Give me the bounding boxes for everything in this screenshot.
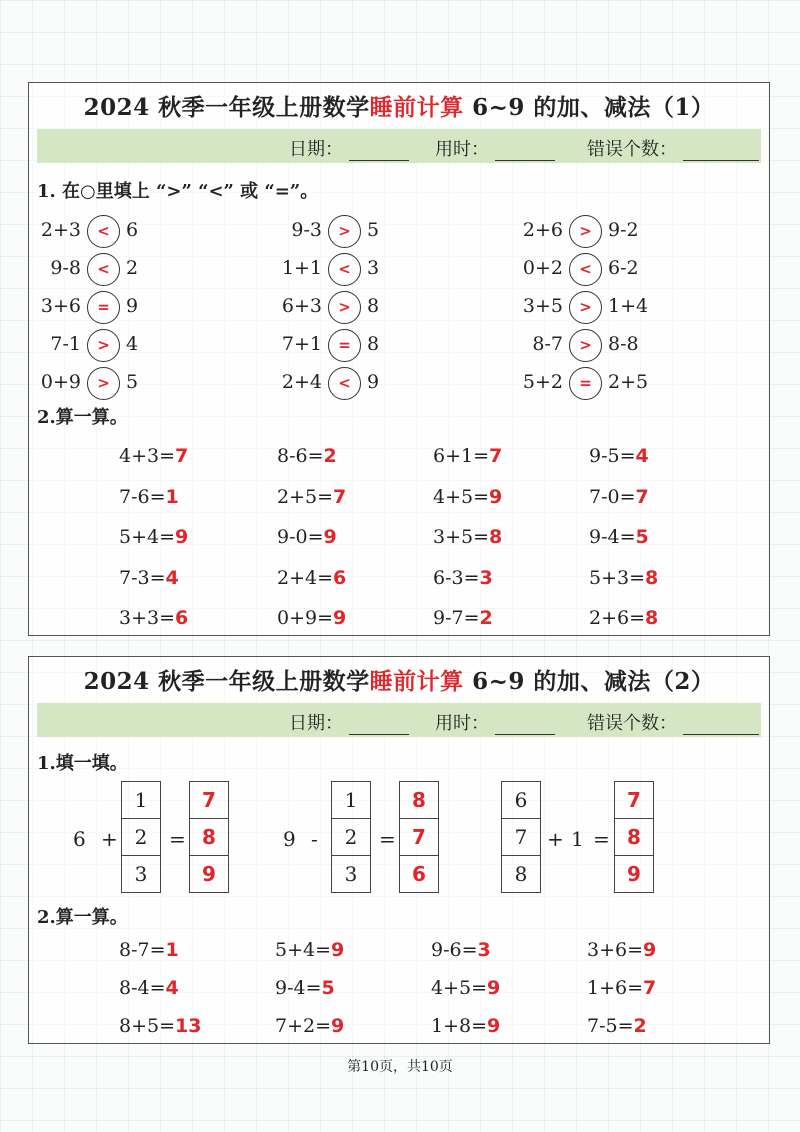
compare-left: 6+3 <box>281 295 322 317</box>
calc-question: 9-7= <box>433 607 480 629</box>
info-bar <box>37 129 761 163</box>
compare-left: 8-7 <box>532 333 563 355</box>
calc-answer[interactable]: 9 <box>331 1015 345 1037</box>
fill-cell[interactable]: 8 <box>190 819 228 856</box>
calc-item <box>277 486 346 508</box>
calc-item <box>277 445 337 467</box>
calc-answer[interactable]: 7 <box>489 445 503 467</box>
fill-cell[interactable]: 8 <box>514 862 528 886</box>
compare-circle[interactable]: > <box>569 291 602 324</box>
fill-cell[interactable]: 7 <box>190 782 228 819</box>
compare-left: 1+1 <box>281 257 322 279</box>
info-bar <box>37 703 761 737</box>
compare-item <box>519 251 639 285</box>
compare-right: 8-8 <box>608 333 639 355</box>
calc-item <box>119 567 179 589</box>
compare-right: 9 <box>126 295 139 317</box>
compare-item <box>37 289 138 323</box>
calc-question: 1+6= <box>587 977 644 999</box>
calc-item <box>119 486 179 508</box>
time-field[interactable]: 用时： <box>435 709 555 735</box>
number-column <box>331 781 371 893</box>
compare-item <box>37 213 138 247</box>
calc-item <box>589 567 658 589</box>
calc-answer[interactable]: 3 <box>477 939 491 961</box>
compare-circle[interactable]: < <box>87 215 120 248</box>
equals: = <box>169 827 186 851</box>
compare-right: 9-2 <box>608 219 639 241</box>
calc-question: 1+8= <box>431 1015 488 1037</box>
equals: = <box>593 827 610 851</box>
calc-question: 4+3= <box>119 445 176 467</box>
calc-answer[interactable]: 9 <box>487 1015 501 1037</box>
compare-circle[interactable]: = <box>87 291 120 324</box>
calc-answer[interactable]: 4 <box>165 977 179 999</box>
fill-cell[interactable]: 8 <box>400 782 438 819</box>
compare-circle[interactable]: > <box>87 329 120 362</box>
calc-question: 0+9= <box>277 607 334 629</box>
fill-cell[interactable]: 9 <box>202 862 216 886</box>
calc-item <box>275 977 335 999</box>
compare-left: 7+1 <box>281 333 322 355</box>
fill-cell[interactable]: 1 <box>122 782 160 819</box>
section-2-heading: 2.算一算。 <box>37 907 128 928</box>
calc-question: 7-0= <box>589 485 636 508</box>
compare-right: 2+5 <box>608 371 649 393</box>
compare-circle[interactable]: > <box>569 215 602 248</box>
operand: 6 <box>73 827 86 851</box>
compare-item <box>278 327 379 361</box>
calc-item <box>587 1015 647 1037</box>
calc-item <box>119 526 188 548</box>
fill-cell[interactable]: 3 <box>134 862 148 886</box>
compare-right: 5 <box>367 219 380 241</box>
calc-question: 5+4= <box>275 939 332 961</box>
date-field[interactable]: 日期： <box>289 709 409 735</box>
compare-left: 2+6 <box>522 219 563 241</box>
calc-answer[interactable]: 2 <box>323 445 337 467</box>
calc-question: 6+1= <box>433 445 490 467</box>
calc-answer[interactable]: 9 <box>643 939 657 961</box>
calc-question: 4+5= <box>431 977 488 999</box>
section-1-heading: 1.填一填。 <box>37 753 128 774</box>
compare-left: 0+9 <box>40 371 81 393</box>
calc-answer[interactable]: 8 <box>645 607 659 629</box>
compare-item <box>519 365 648 399</box>
errors-field[interactable]: 错误个数： <box>587 709 759 735</box>
operator: + <box>101 827 118 851</box>
compare-item <box>519 213 639 247</box>
compare-left: 3+5 <box>522 295 563 317</box>
calc-item <box>589 607 658 629</box>
calc-item <box>589 526 649 548</box>
compare-circle[interactable]: > <box>569 329 602 362</box>
calc-item <box>119 1015 201 1037</box>
calc-item <box>589 486 649 508</box>
operand: 9 <box>283 827 296 851</box>
calc-item <box>587 939 656 961</box>
calc-item <box>277 607 346 629</box>
calc-question: 8-7= <box>119 939 166 961</box>
calc-question: 5+3= <box>589 566 646 589</box>
calc-item <box>431 939 491 961</box>
calc-item <box>277 526 337 548</box>
calc-item <box>119 977 179 999</box>
calc-item <box>275 939 344 961</box>
compare-circle[interactable]: = <box>328 329 361 362</box>
fill-cell[interactable]: 6 <box>412 862 426 886</box>
fill-cell[interactable]: 1 <box>332 782 370 819</box>
compare-right: 6 <box>126 219 139 241</box>
calc-answer[interactable]: 9 <box>487 977 501 999</box>
calc-question: 9-4= <box>589 526 636 548</box>
section-1-heading: 1. 在○里填上 “>” “<” 或 “=”。 <box>37 181 319 202</box>
compare-circle[interactable]: < <box>87 253 120 286</box>
page-footer: 第10页，共10页 <box>347 1059 453 1075</box>
calc-answer[interactable]: 8 <box>645 566 659 589</box>
compare-right: 5 <box>126 371 139 393</box>
calc-answer[interactable]: 6 <box>333 566 347 589</box>
calc-question: 9-0= <box>277 526 324 548</box>
compare-left: 9-8 <box>50 257 81 279</box>
calc-answer[interactable]: 5 <box>321 977 335 999</box>
calc-item <box>433 567 493 589</box>
calc-answer[interactable]: 7 <box>643 977 657 999</box>
fill-cell[interactable]: 7 <box>502 819 540 856</box>
compare-item <box>519 327 639 361</box>
calc-answer[interactable]: 9 <box>333 607 347 629</box>
calc-question: 2+4= <box>277 566 334 589</box>
answer-column <box>189 781 229 893</box>
calc-question: 2+5= <box>277 485 334 508</box>
calc-item <box>433 445 502 467</box>
compare-right: 2 <box>126 257 139 279</box>
fill-cell[interactable]: 2 <box>332 819 370 856</box>
answer-column <box>399 781 439 893</box>
compare-left: 0+2 <box>522 257 563 279</box>
calc-question: 8-6= <box>277 445 324 467</box>
calc-question: 3+6= <box>587 939 644 961</box>
calc-answer[interactable]: 4 <box>165 566 179 589</box>
calc-answer[interactable]: 9 <box>175 526 189 548</box>
calc-question: 6-3= <box>433 566 480 589</box>
calc-answer[interactable]: 7 <box>333 485 347 508</box>
calc-item <box>433 486 502 508</box>
calc-question: 9-5= <box>589 445 636 467</box>
fill-cell[interactable]: 7 <box>400 819 438 856</box>
calc-answer[interactable]: 4 <box>635 445 649 467</box>
compare-item <box>37 251 138 285</box>
calc-question: 8-4= <box>119 977 166 999</box>
calc-answer[interactable]: 9 <box>331 939 345 961</box>
calc-item <box>431 1015 500 1037</box>
operator: + <box>547 827 564 851</box>
calc-answer[interactable]: 2 <box>479 607 493 629</box>
errors-field[interactable]: 错误个数： <box>587 135 759 161</box>
calc-item <box>119 607 188 629</box>
compare-left: 2+3 <box>40 219 81 241</box>
calc-item <box>277 567 346 589</box>
operand: 1 <box>571 827 584 851</box>
calc-answer[interactable]: 7 <box>175 445 189 467</box>
compare-left: 3+6 <box>40 295 81 317</box>
compare-left: 5+2 <box>522 371 563 393</box>
compare-circle[interactable]: < <box>328 367 361 400</box>
calc-answer[interactable]: 1 <box>165 485 179 508</box>
calc-item <box>589 445 649 467</box>
fill-cell[interactable]: 9 <box>627 862 641 886</box>
calc-item <box>587 977 656 999</box>
compare-circle[interactable]: < <box>328 253 361 286</box>
compare-right: 4 <box>126 333 139 355</box>
calc-item <box>433 607 493 629</box>
fill-cell[interactable]: 8 <box>615 819 653 856</box>
fill-cell[interactable]: 6 <box>502 782 540 819</box>
worksheet-1-title: 2024 秋季一年级上册数学睡前计算 6~9 的加、减法（1） <box>83 94 715 121</box>
calc-question: 9-6= <box>431 939 478 961</box>
compare-circle[interactable]: = <box>569 367 602 400</box>
compare-item <box>278 251 379 285</box>
calc-item <box>275 1015 344 1037</box>
calc-question: 3+5= <box>433 526 490 548</box>
calc-item <box>119 939 179 961</box>
calc-question: 3+3= <box>119 607 176 629</box>
compare-right: 1+4 <box>608 295 649 317</box>
compare-right: 8 <box>367 295 380 317</box>
fill-cell[interactable]: 7 <box>615 782 653 819</box>
calc-item <box>431 977 500 999</box>
number-column <box>121 781 161 893</box>
calc-question: 7-3= <box>119 566 166 589</box>
calc-question: 7-6= <box>119 485 166 508</box>
fill-cell[interactable]: 2 <box>122 819 160 856</box>
calc-answer[interactable]: 9 <box>489 485 503 508</box>
calc-answer[interactable]: 6 <box>175 607 189 629</box>
compare-item <box>278 365 379 399</box>
compare-right: 9 <box>367 371 380 393</box>
calc-question: 9-4= <box>275 977 322 999</box>
answer-column <box>614 781 654 893</box>
calc-question: 2+6= <box>589 607 646 629</box>
worksheet-2-title: 2024 秋季一年级上册数学睡前计算 6~9 的加、减法（2） <box>83 668 715 695</box>
compare-right: 3 <box>367 257 380 279</box>
calc-answer[interactable]: 13 <box>175 1015 202 1037</box>
calc-answer[interactable]: 1 <box>165 939 179 961</box>
calc-question: 4+5= <box>433 485 490 508</box>
compare-item <box>37 327 138 361</box>
worksheet-2 <box>28 656 770 1044</box>
calc-item <box>119 445 188 467</box>
calc-question: 5+4= <box>119 526 176 548</box>
worksheet-1 <box>28 82 770 636</box>
compare-left: 2+4 <box>281 371 322 393</box>
equals: = <box>379 827 396 851</box>
calc-answer[interactable]: 8 <box>489 526 503 548</box>
time-field[interactable]: 用时： <box>435 135 555 161</box>
calc-answer[interactable]: 3 <box>479 566 493 589</box>
compare-circle[interactable]: < <box>569 253 602 286</box>
compare-left: 7-1 <box>50 333 81 355</box>
calc-answer[interactable]: 2 <box>633 1015 647 1037</box>
fill-cell[interactable]: 3 <box>344 862 358 886</box>
compare-left: 9-3 <box>291 219 322 241</box>
number-column <box>501 781 541 893</box>
operator: - <box>311 827 318 851</box>
calc-answer[interactable]: 5 <box>635 526 649 548</box>
compare-item <box>37 365 138 399</box>
compare-item <box>519 289 648 323</box>
date-field[interactable]: 日期： <box>289 135 409 161</box>
compare-item <box>278 213 379 247</box>
calc-question: 8+5= <box>119 1015 176 1037</box>
section-2-heading: 2.算一算。 <box>37 407 128 428</box>
calc-question: 7-5= <box>587 1015 634 1037</box>
compare-circle[interactable]: > <box>328 215 361 248</box>
calc-item <box>433 526 502 548</box>
calc-answer[interactable]: 9 <box>323 526 337 548</box>
compare-circle[interactable]: > <box>87 367 120 400</box>
calc-question: 7+2= <box>275 1015 332 1037</box>
compare-right: 6-2 <box>608 257 639 279</box>
compare-circle[interactable]: > <box>328 291 361 324</box>
compare-right: 8 <box>367 333 380 355</box>
calc-answer[interactable]: 7 <box>635 485 649 508</box>
compare-item <box>278 289 379 323</box>
